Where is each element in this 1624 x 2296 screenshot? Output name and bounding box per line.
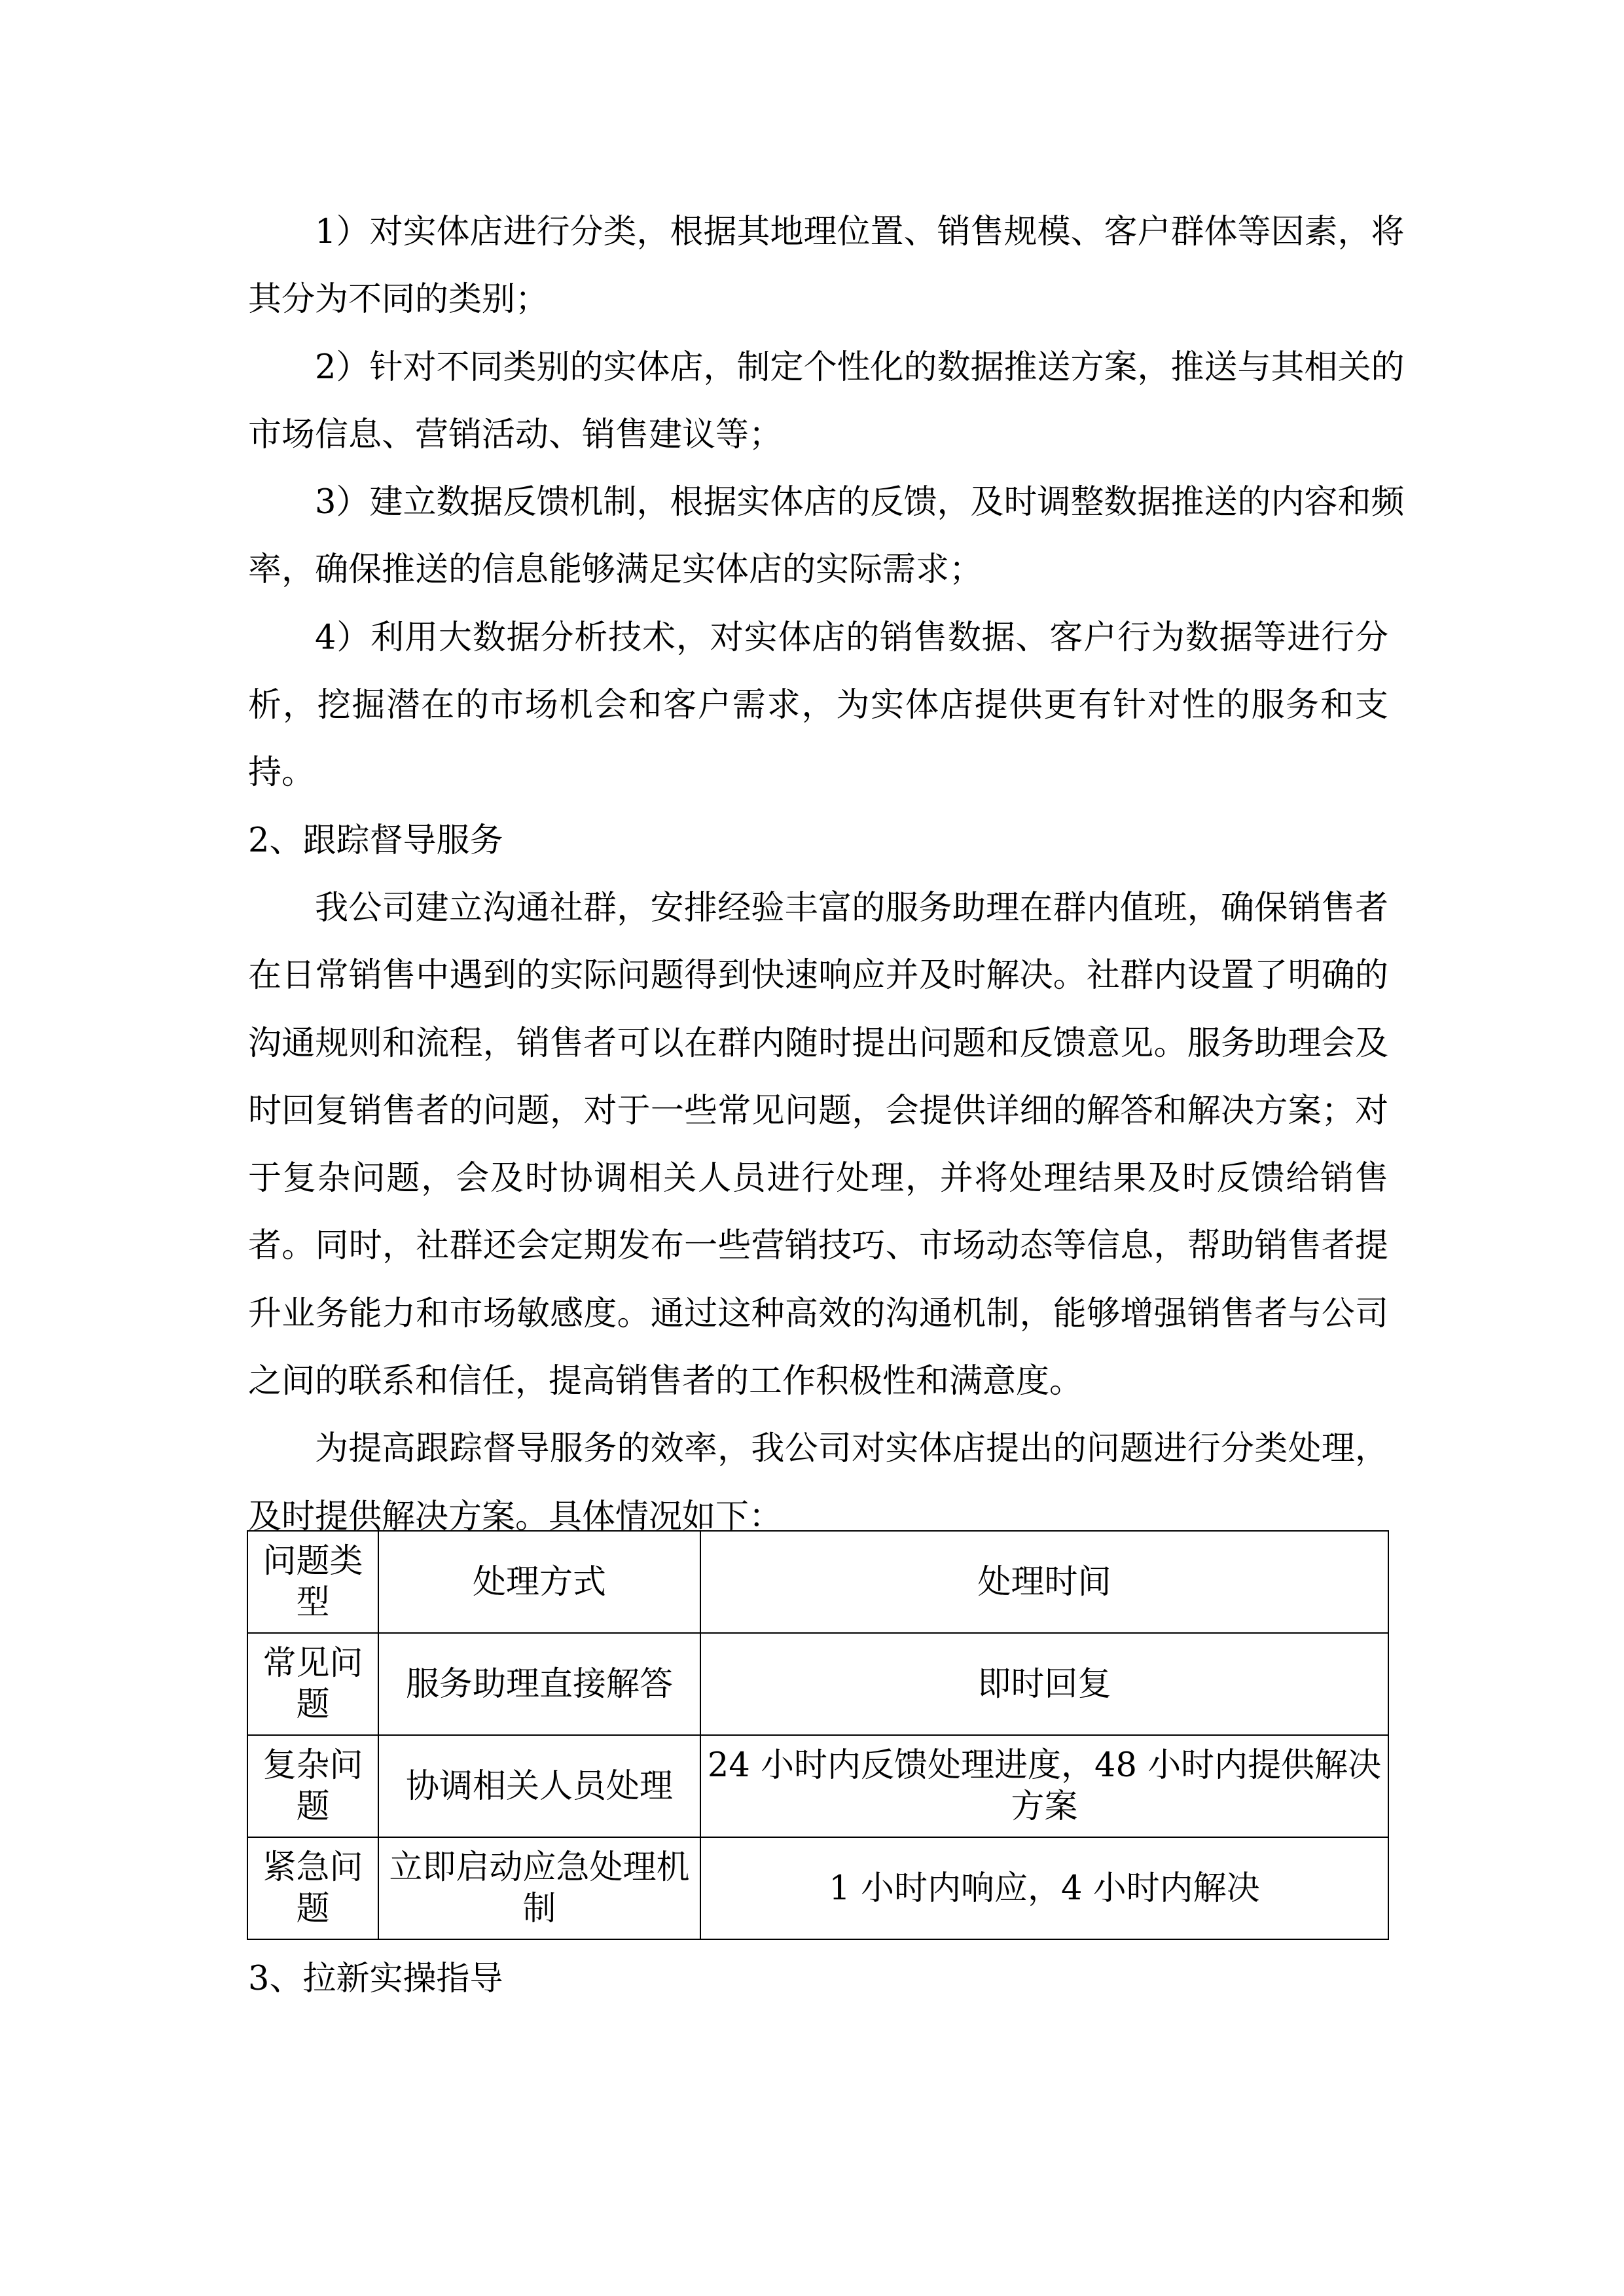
text-line: 其分为不同的类别； (248, 280, 549, 319)
text-line: 升业务能力和市场敏感度。通过这种高效的沟通机制，能够增强销售者与公司 (248, 1294, 1388, 1333)
text-line: 2、跟踪督导服务 (248, 821, 503, 860)
paragraph (248, 469, 1405, 604)
text-line: 析，挖掘潜在的市场机会和客户需求，为实体店提供更有针对性的服务和支 (248, 686, 1388, 725)
text-line: 者。同时，社群还会定期发布一些营销技巧、市场动态等信息，帮助销售者提 (248, 1227, 1388, 1266)
table-cell: 即时回复 (700, 1633, 1388, 1735)
table-row (247, 1735, 1388, 1837)
text-line: 1）对实体店进行分类，根据其地理位置、销售规模、客户群体等因素，将 (315, 213, 1405, 251)
document-body (248, 198, 1405, 1551)
table-row (247, 1633, 1388, 1735)
paragraph (248, 807, 1388, 874)
text-line: 时回复销售者的问题，对于一些常见问题，会提供详细的解答和解决方案；对 (248, 1091, 1388, 1130)
table-row (247, 1837, 1388, 1939)
table-cell: 复杂问题 (247, 1735, 378, 1837)
text-line: 我公司建立沟通社群，安排经验丰富的服务助理在群内值班，确保销售者 (315, 888, 1388, 927)
paragraph (248, 604, 1388, 807)
text-line: 于复杂问题，会及时协调相关人员进行处理，并将处理结果及时反馈给销售 (248, 1159, 1388, 1198)
text-line: 持。 (248, 753, 316, 793)
text-line: 沟通规则和流程，销售者可以在群内随时提出问题和反馈意见。服务助理会及 (248, 1024, 1388, 1063)
text-line: 2）针对不同类别的实体店，制定个性化的数据推送方案，推送与其相关的 (315, 348, 1405, 387)
table-cell: 紧急问题 (247, 1837, 378, 1939)
text-line: 率，确保推送的信息能够满足实体店的实际需求； (248, 550, 983, 590)
table-cell: 立即启动应急处理机制 (378, 1837, 700, 1939)
text-line: 在日常销售中遇到的实际问题得到快速响应并及时解决。社群内设置了明确的 (248, 956, 1388, 996)
text-line: 4）利用大数据分析技术，对实体店的销售数据、客户行为数据等进行分 (315, 618, 1388, 657)
table-cell: 1 小时内响应，4 小时内解决 (700, 1837, 1388, 1939)
header-cell: 问题类型 (247, 1531, 378, 1633)
text-line: 市场信息、营销活动、销售建议等； (248, 415, 783, 454)
table-cell: 24 小时内反馈处理进度，48 小时内提供解决方案 (700, 1735, 1388, 1837)
section-heading: 3、拉新实操指导 (248, 1960, 503, 1998)
header-cell: 处理方式 (378, 1531, 700, 1633)
text-line: 3）建立数据反馈机制，根据实体店的反馈，及时调整数据推送的内容和频 (315, 483, 1405, 522)
text-line: 及时提供解决方案。具体情况如下： (248, 1497, 783, 1536)
paragraph (248, 874, 1388, 1415)
paragraph (248, 198, 1405, 334)
header-cell: 处理时间 (700, 1531, 1388, 1633)
text-line: 为提高跟踪督导服务的效率，我公司对实体店提出的问题进行分类处理， (315, 1429, 1388, 1469)
table-header-row (247, 1531, 1388, 1633)
table-cell: 服务助理直接解答 (378, 1633, 700, 1735)
text-line: 之间的联系和信任，提高销售者的工作积极性和满意度。 (248, 1362, 1083, 1401)
table-cell: 常见问题 (247, 1633, 378, 1735)
problem-handling-table (247, 1530, 1389, 1940)
table-cell: 协调相关人员处理 (378, 1735, 700, 1837)
paragraph (248, 334, 1405, 469)
